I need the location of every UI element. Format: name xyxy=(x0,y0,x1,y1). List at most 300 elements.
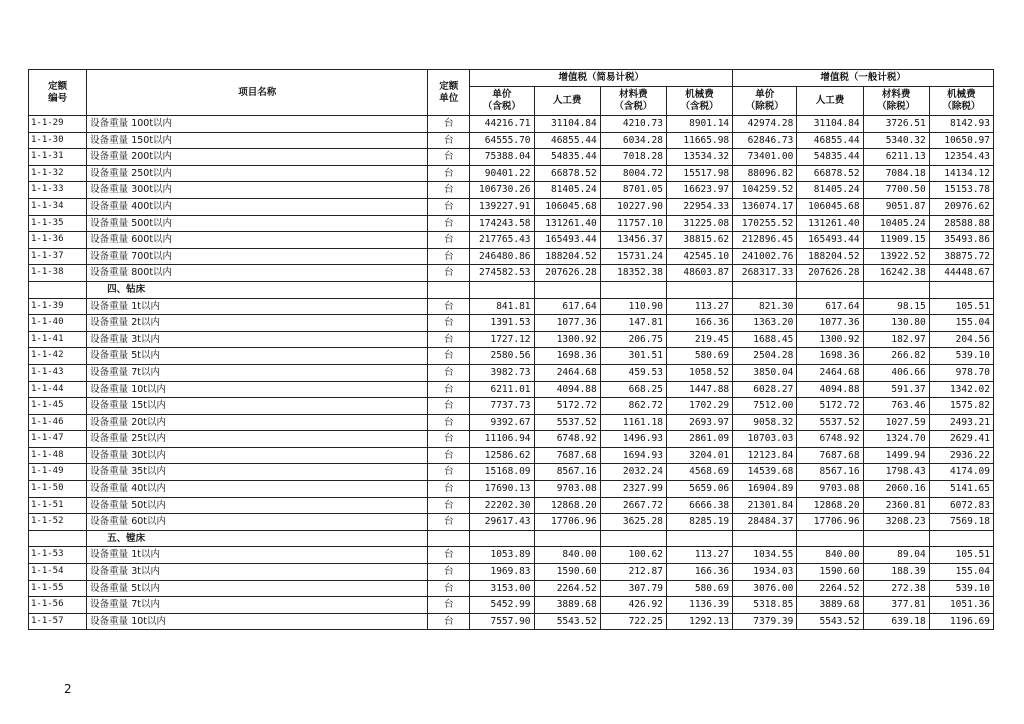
quota-code: 1-1-29 xyxy=(29,116,87,133)
unit-price-incl-tax: 106730.26 xyxy=(470,182,534,199)
material-cost-excl-tax: 5340.32 xyxy=(863,132,929,149)
item-name: 设备重量 20t以内 xyxy=(87,414,428,431)
unit-price-excl-tax: 1934.03 xyxy=(733,564,797,581)
labor-cost: 2264.52 xyxy=(534,580,600,597)
material-cost-incl-tax: 2667.72 xyxy=(600,497,666,514)
table-row xyxy=(29,315,994,332)
machine-cost-excl-tax: 12354.43 xyxy=(929,149,993,166)
material-cost-excl-tax: 13922.52 xyxy=(863,248,929,265)
header-general-material: 材料费 （除税） xyxy=(863,87,929,116)
unit-price-incl-tax: 7557.90 xyxy=(470,613,534,630)
machine-cost-incl-tax: 16623.97 xyxy=(666,182,732,199)
quota-unit: 台 xyxy=(428,564,470,581)
unit-price-incl-tax: 841.81 xyxy=(470,298,534,315)
item-name: 设备重量 40t以内 xyxy=(87,481,428,498)
empty-cell xyxy=(428,530,470,547)
machine-cost-incl-tax: 6666.38 xyxy=(666,497,732,514)
unit-price-incl-tax: 64555.70 xyxy=(470,132,534,149)
labor-cost: 66878.52 xyxy=(534,165,600,182)
quota-code: 1-1-44 xyxy=(29,381,87,398)
unit-price-excl-tax: 42974.28 xyxy=(733,116,797,133)
item-name: 设备重量 300t以内 xyxy=(87,182,428,199)
machine-cost-incl-tax: 2693.97 xyxy=(666,414,732,431)
unit-price-excl-tax: 3850.04 xyxy=(733,364,797,381)
material-cost-excl-tax: 639.18 xyxy=(863,613,929,630)
header-group-simple: 增值税（简易计税） xyxy=(470,70,733,87)
labor-cost: 207626.28 xyxy=(534,265,600,282)
machine-cost-incl-tax: 4568.69 xyxy=(666,464,732,481)
machine-cost-excl-tax: 105.51 xyxy=(929,298,993,315)
quota-code: 1-1-32 xyxy=(29,165,87,182)
material-cost-incl-tax: 18352.38 xyxy=(600,265,666,282)
machine-cost-excl-tax: 6072.83 xyxy=(929,497,993,514)
machine-cost-excl-tax: 35493.86 xyxy=(929,232,993,249)
header-unit: 定额 单位 xyxy=(428,70,470,116)
unit-price-incl-tax: 44216.71 xyxy=(470,116,534,133)
labor-cost: 131261.40 xyxy=(534,215,600,232)
labor-cost: 66878.52 xyxy=(797,165,863,182)
labor-cost: 7687.68 xyxy=(534,447,600,464)
unit-price-excl-tax: 3076.00 xyxy=(733,580,797,597)
unit-price-excl-tax: 1363.20 xyxy=(733,315,797,332)
material-cost-excl-tax: 266.82 xyxy=(863,348,929,365)
unit-price-incl-tax: 174243.58 xyxy=(470,215,534,232)
quota-code: 1-1-37 xyxy=(29,248,87,265)
unit-price-excl-tax: 14539.68 xyxy=(733,464,797,481)
item-name: 设备重量 5t以内 xyxy=(87,580,428,597)
material-cost-incl-tax: 1161.18 xyxy=(600,414,666,431)
item-name: 设备重量 3t以内 xyxy=(87,331,428,348)
material-cost-excl-tax: 272.38 xyxy=(863,580,929,597)
unit-price-incl-tax: 15168.09 xyxy=(470,464,534,481)
unit-price-incl-tax: 75388.04 xyxy=(470,149,534,166)
machine-cost-incl-tax: 580.69 xyxy=(666,348,732,365)
material-cost-excl-tax: 182.97 xyxy=(863,331,929,348)
labor-cost: 3889.68 xyxy=(534,597,600,614)
empty-cell xyxy=(929,281,993,298)
quota-code: 1-1-42 xyxy=(29,348,87,365)
item-name: 设备重量 3t以内 xyxy=(87,564,428,581)
table-row xyxy=(29,580,994,597)
quota-unit: 台 xyxy=(428,597,470,614)
quota-code: 1-1-55 xyxy=(29,580,87,597)
material-cost-incl-tax: 206.75 xyxy=(600,331,666,348)
table-row xyxy=(29,331,994,348)
labor-cost: 46855.44 xyxy=(797,132,863,149)
labor-cost: 6748.92 xyxy=(797,431,863,448)
quota-code: 1-1-51 xyxy=(29,497,87,514)
quota-code: 1-1-34 xyxy=(29,198,87,215)
machine-cost-excl-tax: 28588.88 xyxy=(929,215,993,232)
unit-price-excl-tax: 9058.32 xyxy=(733,414,797,431)
machine-cost-excl-tax: 1342.02 xyxy=(929,381,993,398)
empty-cell xyxy=(600,530,666,547)
material-cost-incl-tax: 4210.73 xyxy=(600,116,666,133)
table-row xyxy=(29,298,994,315)
table-row xyxy=(29,232,994,249)
machine-cost-excl-tax: 539.10 xyxy=(929,580,993,597)
machine-cost-incl-tax: 38815.62 xyxy=(666,232,732,249)
material-cost-incl-tax: 301.51 xyxy=(600,348,666,365)
machine-cost-excl-tax: 8142.93 xyxy=(929,116,993,133)
labor-cost: 106045.68 xyxy=(534,198,600,215)
material-cost-excl-tax: 2360.81 xyxy=(863,497,929,514)
material-cost-incl-tax: 426.92 xyxy=(600,597,666,614)
quota-unit: 台 xyxy=(428,331,470,348)
section-code-cell xyxy=(29,530,87,547)
unit-price-incl-tax: 1969.83 xyxy=(470,564,534,581)
material-cost-excl-tax: 16242.38 xyxy=(863,265,929,282)
labor-cost: 165493.44 xyxy=(534,232,600,249)
unit-price-incl-tax: 1053.89 xyxy=(470,547,534,564)
quota-unit: 台 xyxy=(428,398,470,415)
empty-cell xyxy=(534,281,600,298)
unit-price-incl-tax: 29617.43 xyxy=(470,514,534,531)
quota-unit: 台 xyxy=(428,497,470,514)
machine-cost-excl-tax: 105.51 xyxy=(929,547,993,564)
quota-code: 1-1-46 xyxy=(29,414,87,431)
empty-cell xyxy=(534,530,600,547)
table-row xyxy=(29,613,994,630)
quota-unit: 台 xyxy=(428,149,470,166)
material-cost-incl-tax: 147.81 xyxy=(600,315,666,332)
unit-price-excl-tax: 2504.28 xyxy=(733,348,797,365)
machine-cost-incl-tax: 580.69 xyxy=(666,580,732,597)
table-row xyxy=(29,547,994,564)
machine-cost-incl-tax: 1136.39 xyxy=(666,597,732,614)
item-name: 设备重量 250t以内 xyxy=(87,165,428,182)
quota-code: 1-1-39 xyxy=(29,298,87,315)
material-cost-incl-tax: 212.87 xyxy=(600,564,666,581)
item-name: 设备重量 400t以内 xyxy=(87,198,428,215)
item-name: 设备重量 15t以内 xyxy=(87,398,428,415)
item-name: 设备重量 1t以内 xyxy=(87,547,428,564)
labor-cost: 7687.68 xyxy=(797,447,863,464)
table-row xyxy=(29,431,994,448)
material-cost-incl-tax: 8701.05 xyxy=(600,182,666,199)
machine-cost-incl-tax: 113.27 xyxy=(666,298,732,315)
machine-cost-excl-tax: 155.04 xyxy=(929,564,993,581)
header-general-labor: 人工费 xyxy=(797,87,863,116)
empty-cell xyxy=(797,530,863,547)
section-code-cell xyxy=(29,281,87,298)
material-cost-excl-tax: 9051.87 xyxy=(863,198,929,215)
item-name: 设备重量 35t以内 xyxy=(87,464,428,481)
item-name: 设备重量 50t以内 xyxy=(87,497,428,514)
material-cost-incl-tax: 10227.90 xyxy=(600,198,666,215)
quota-unit: 台 xyxy=(428,132,470,149)
machine-cost-incl-tax: 1058.52 xyxy=(666,364,732,381)
unit-price-incl-tax: 3982.73 xyxy=(470,364,534,381)
unit-price-excl-tax: 6028.27 xyxy=(733,381,797,398)
labor-cost: 12868.20 xyxy=(534,497,600,514)
material-cost-excl-tax: 3726.51 xyxy=(863,116,929,133)
machine-cost-incl-tax: 2861.09 xyxy=(666,431,732,448)
labor-cost: 9703.08 xyxy=(797,481,863,498)
machine-cost-excl-tax: 4174.09 xyxy=(929,464,993,481)
material-cost-incl-tax: 11757.10 xyxy=(600,215,666,232)
labor-cost: 8567.16 xyxy=(534,464,600,481)
labor-cost: 188204.52 xyxy=(797,248,863,265)
machine-cost-incl-tax: 113.27 xyxy=(666,547,732,564)
empty-cell xyxy=(733,530,797,547)
labor-cost: 1077.36 xyxy=(797,315,863,332)
labor-cost: 5537.52 xyxy=(797,414,863,431)
item-name: 设备重量 7t以内 xyxy=(87,364,428,381)
unit-price-excl-tax: 821.30 xyxy=(733,298,797,315)
quota-table xyxy=(28,69,994,630)
unit-price-incl-tax: 1727.12 xyxy=(470,331,534,348)
header-simple-material: 材料费 （含税） xyxy=(600,87,666,116)
unit-price-incl-tax: 1391.53 xyxy=(470,315,534,332)
quota-code: 1-1-35 xyxy=(29,215,87,232)
machine-cost-incl-tax: 48603.87 xyxy=(666,265,732,282)
material-cost-excl-tax: 10405.24 xyxy=(863,215,929,232)
quota-code: 1-1-31 xyxy=(29,149,87,166)
material-cost-incl-tax: 7018.28 xyxy=(600,149,666,166)
machine-cost-incl-tax: 22954.33 xyxy=(666,198,732,215)
material-cost-incl-tax: 1694.93 xyxy=(600,447,666,464)
quota-code: 1-1-33 xyxy=(29,182,87,199)
material-cost-incl-tax: 307.79 xyxy=(600,580,666,597)
quota-code: 1-1-41 xyxy=(29,331,87,348)
labor-cost: 4094.88 xyxy=(534,381,600,398)
table-row xyxy=(29,447,994,464)
material-cost-excl-tax: 188.39 xyxy=(863,564,929,581)
labor-cost: 840.00 xyxy=(534,547,600,564)
unit-price-excl-tax: 5318.85 xyxy=(733,597,797,614)
table-row xyxy=(29,198,994,215)
unit-price-incl-tax: 217765.43 xyxy=(470,232,534,249)
item-name: 设备重量 10t以内 xyxy=(87,381,428,398)
item-name: 设备重量 600t以内 xyxy=(87,232,428,249)
material-cost-incl-tax: 459.53 xyxy=(600,364,666,381)
unit-price-excl-tax: 28484.37 xyxy=(733,514,797,531)
material-cost-incl-tax: 668.25 xyxy=(600,381,666,398)
table-row xyxy=(29,149,994,166)
empty-cell xyxy=(470,530,534,547)
empty-cell xyxy=(666,530,732,547)
unit-price-excl-tax: 7379.39 xyxy=(733,613,797,630)
labor-cost: 46855.44 xyxy=(534,132,600,149)
unit-price-excl-tax: 241002.76 xyxy=(733,248,797,265)
unit-price-excl-tax: 104259.52 xyxy=(733,182,797,199)
header-simple-unit-price: 单价 （含税） xyxy=(470,87,534,116)
labor-cost: 1698.36 xyxy=(534,348,600,365)
empty-cell xyxy=(863,530,929,547)
material-cost-incl-tax: 722.25 xyxy=(600,613,666,630)
table-row xyxy=(29,414,994,431)
material-cost-incl-tax: 6034.28 xyxy=(600,132,666,149)
unit-price-excl-tax: 62846.73 xyxy=(733,132,797,149)
material-cost-excl-tax: 2060.16 xyxy=(863,481,929,498)
labor-cost: 4094.88 xyxy=(797,381,863,398)
labor-cost: 5172.72 xyxy=(797,398,863,415)
machine-cost-excl-tax: 7569.18 xyxy=(929,514,993,531)
machine-cost-incl-tax: 1447.88 xyxy=(666,381,732,398)
quota-unit: 台 xyxy=(428,414,470,431)
machine-cost-excl-tax: 44448.67 xyxy=(929,265,993,282)
labor-cost: 1590.60 xyxy=(797,564,863,581)
quota-unit: 台 xyxy=(428,182,470,199)
quota-code: 1-1-38 xyxy=(29,265,87,282)
material-cost-excl-tax: 7084.18 xyxy=(863,165,929,182)
material-cost-incl-tax: 8004.72 xyxy=(600,165,666,182)
item-name: 设备重量 60t以内 xyxy=(87,514,428,531)
material-cost-incl-tax: 2327.99 xyxy=(600,481,666,498)
machine-cost-incl-tax: 1292.13 xyxy=(666,613,732,630)
quota-unit: 台 xyxy=(428,447,470,464)
unit-price-excl-tax: 1688.45 xyxy=(733,331,797,348)
labor-cost: 188204.52 xyxy=(534,248,600,265)
machine-cost-incl-tax: 166.36 xyxy=(666,315,732,332)
table-body xyxy=(29,116,994,630)
unit-price-incl-tax: 11106.94 xyxy=(470,431,534,448)
labor-cost: 165493.44 xyxy=(797,232,863,249)
material-cost-incl-tax: 100.62 xyxy=(600,547,666,564)
item-name: 设备重量 800t以内 xyxy=(87,265,428,282)
labor-cost: 617.64 xyxy=(797,298,863,315)
labor-cost: 17706.96 xyxy=(797,514,863,531)
unit-price-incl-tax: 2580.56 xyxy=(470,348,534,365)
labor-cost: 81405.24 xyxy=(534,182,600,199)
unit-price-incl-tax: 6211.01 xyxy=(470,381,534,398)
machine-cost-incl-tax: 1702.29 xyxy=(666,398,732,415)
material-cost-excl-tax: 6211.13 xyxy=(863,149,929,166)
item-name: 设备重量 700t以内 xyxy=(87,248,428,265)
header-name: 项目名称 xyxy=(87,70,428,116)
material-cost-incl-tax: 1496.93 xyxy=(600,431,666,448)
item-name: 设备重量 100t以内 xyxy=(87,116,428,133)
quota-code: 1-1-49 xyxy=(29,464,87,481)
quota-unit: 台 xyxy=(428,198,470,215)
material-cost-incl-tax: 15731.24 xyxy=(600,248,666,265)
quota-code: 1-1-48 xyxy=(29,447,87,464)
material-cost-excl-tax: 591.37 xyxy=(863,381,929,398)
machine-cost-excl-tax: 15153.78 xyxy=(929,182,993,199)
unit-price-incl-tax: 7737.73 xyxy=(470,398,534,415)
header-group-general: 增值税（一般计税） xyxy=(733,70,994,87)
quota-unit: 台 xyxy=(428,464,470,481)
labor-cost: 5543.52 xyxy=(534,613,600,630)
material-cost-excl-tax: 1798.43 xyxy=(863,464,929,481)
labor-cost: 1590.60 xyxy=(534,564,600,581)
unit-price-excl-tax: 21301.84 xyxy=(733,497,797,514)
labor-cost: 1300.92 xyxy=(534,331,600,348)
machine-cost-excl-tax: 1575.82 xyxy=(929,398,993,415)
machine-cost-excl-tax: 2629.41 xyxy=(929,431,993,448)
labor-cost: 1077.36 xyxy=(534,315,600,332)
labor-cost: 54835.44 xyxy=(534,149,600,166)
item-name: 设备重量 25t以内 xyxy=(87,431,428,448)
unit-price-excl-tax: 10703.03 xyxy=(733,431,797,448)
unit-price-excl-tax: 73401.00 xyxy=(733,149,797,166)
material-cost-excl-tax: 130.80 xyxy=(863,315,929,332)
unit-price-incl-tax: 3153.00 xyxy=(470,580,534,597)
labor-cost: 8567.16 xyxy=(797,464,863,481)
quota-code: 1-1-54 xyxy=(29,564,87,581)
machine-cost-excl-tax: 978.70 xyxy=(929,364,993,381)
unit-price-incl-tax: 12586.62 xyxy=(470,447,534,464)
unit-price-excl-tax: 136074.17 xyxy=(733,198,797,215)
empty-cell xyxy=(428,281,470,298)
labor-cost: 207626.28 xyxy=(797,265,863,282)
unit-price-incl-tax: 17690.13 xyxy=(470,481,534,498)
quota-code: 1-1-30 xyxy=(29,132,87,149)
item-name: 设备重量 7t以内 xyxy=(87,597,428,614)
machine-cost-excl-tax: 155.04 xyxy=(929,315,993,332)
labor-cost: 840.00 xyxy=(797,547,863,564)
quota-code: 1-1-36 xyxy=(29,232,87,249)
quota-unit: 台 xyxy=(428,481,470,498)
quota-unit: 台 xyxy=(428,248,470,265)
table-row xyxy=(29,116,994,133)
labor-cost: 6748.92 xyxy=(534,431,600,448)
empty-cell xyxy=(733,281,797,298)
quota-code: 1-1-56 xyxy=(29,597,87,614)
machine-cost-incl-tax: 166.36 xyxy=(666,564,732,581)
machine-cost-excl-tax: 1051.36 xyxy=(929,597,993,614)
labor-cost: 617.64 xyxy=(534,298,600,315)
item-name: 设备重量 150t以内 xyxy=(87,132,428,149)
section-title: 四、钻床 xyxy=(87,281,428,298)
table-row xyxy=(29,597,994,614)
table-row xyxy=(29,481,994,498)
unit-price-excl-tax: 7512.00 xyxy=(733,398,797,415)
quota-unit: 台 xyxy=(428,215,470,232)
table-row xyxy=(29,514,994,531)
machine-cost-excl-tax: 5141.65 xyxy=(929,481,993,498)
quota-unit: 台 xyxy=(428,514,470,531)
material-cost-incl-tax: 110.90 xyxy=(600,298,666,315)
labor-cost: 5537.52 xyxy=(534,414,600,431)
quota-code: 1-1-57 xyxy=(29,613,87,630)
labor-cost: 31104.84 xyxy=(797,116,863,133)
unit-price-incl-tax: 274582.53 xyxy=(470,265,534,282)
header-general-unit-price: 单价 （除税） xyxy=(733,87,797,116)
labor-cost: 131261.40 xyxy=(797,215,863,232)
empty-cell xyxy=(600,281,666,298)
quota-unit: 台 xyxy=(428,116,470,133)
labor-cost: 9703.08 xyxy=(534,481,600,498)
section-title: 五、镗床 xyxy=(87,530,428,547)
material-cost-excl-tax: 11909.15 xyxy=(863,232,929,249)
machine-cost-incl-tax: 5659.06 xyxy=(666,481,732,498)
unit-price-incl-tax: 22202.30 xyxy=(470,497,534,514)
table-row xyxy=(29,348,994,365)
empty-cell xyxy=(470,281,534,298)
machine-cost-incl-tax: 8285.19 xyxy=(666,514,732,531)
machine-cost-excl-tax: 204.56 xyxy=(929,331,993,348)
machine-cost-incl-tax: 13534.32 xyxy=(666,149,732,166)
empty-cell xyxy=(929,530,993,547)
quota-unit: 台 xyxy=(428,547,470,564)
table-row xyxy=(29,215,994,232)
material-cost-excl-tax: 763.46 xyxy=(863,398,929,415)
unit-price-incl-tax: 5452.99 xyxy=(470,597,534,614)
machine-cost-incl-tax: 3204.01 xyxy=(666,447,732,464)
table-row xyxy=(29,564,994,581)
unit-price-excl-tax: 212896.45 xyxy=(733,232,797,249)
quota-unit: 台 xyxy=(428,348,470,365)
machine-cost-excl-tax: 14134.12 xyxy=(929,165,993,182)
quota-code: 1-1-45 xyxy=(29,398,87,415)
machine-cost-incl-tax: 15517.98 xyxy=(666,165,732,182)
table-row xyxy=(29,132,994,149)
material-cost-excl-tax: 1027.59 xyxy=(863,414,929,431)
quota-unit: 台 xyxy=(428,381,470,398)
machine-cost-excl-tax: 20976.62 xyxy=(929,198,993,215)
